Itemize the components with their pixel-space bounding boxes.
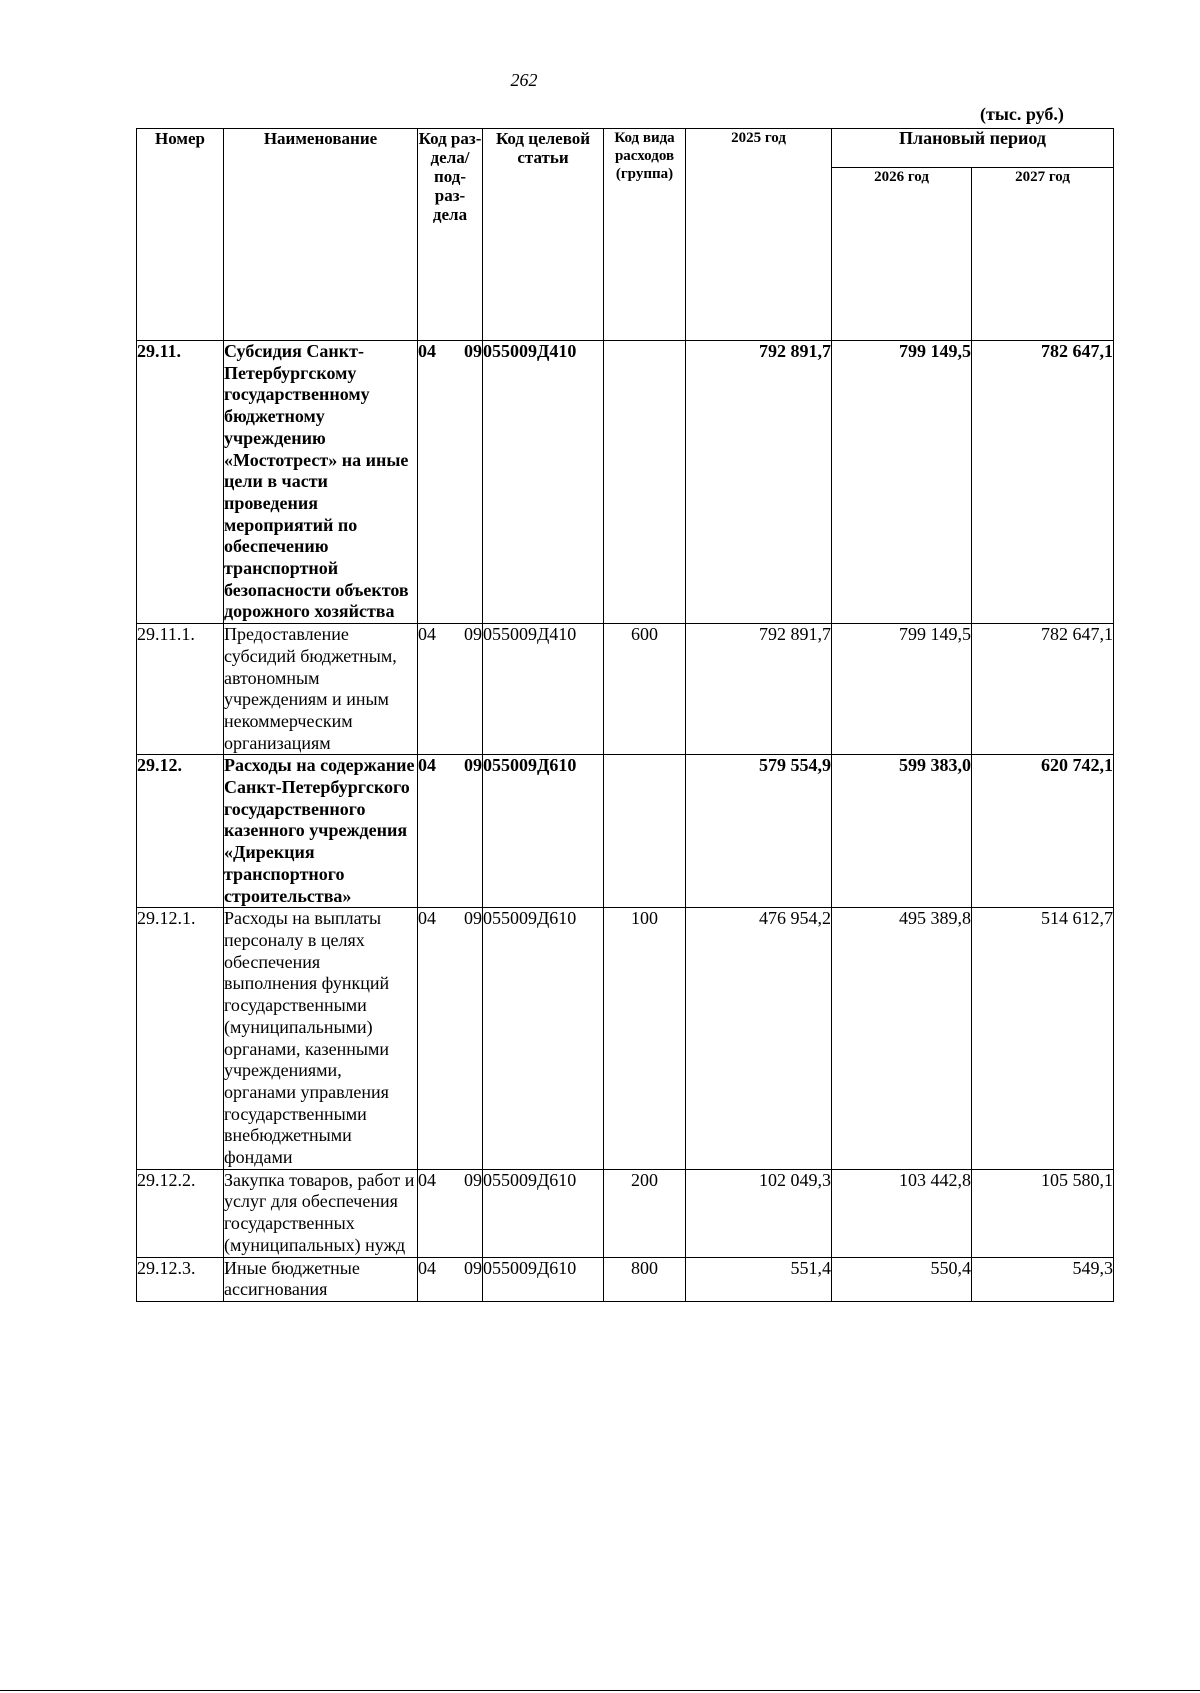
header-number: Номер [137, 129, 224, 341]
row-section-code [418, 624, 483, 755]
subsection-code: 09 [464, 624, 482, 645]
row-section-code [418, 1257, 483, 1301]
section-code: 04 [418, 624, 436, 645]
table-row [137, 341, 1114, 624]
row-name: Закупка товаров, работ и услуг для обеспечения государственных (муниципальных) нужд [224, 1169, 418, 1257]
row-name: Предоставление субсидий бюджетным, автономным учреждениям и иным некоммерческим организациям [224, 624, 418, 755]
row-amount-2027: 514 612,7 [972, 908, 1114, 1169]
header-expense-type: Код вида расходов (группа) [604, 129, 686, 341]
header-name: Наименование [224, 129, 418, 341]
row-amount-2027: 549,3 [972, 1257, 1114, 1301]
row-amount-2025: 792 891,7 [686, 341, 832, 624]
row-number: 29.12.1. [137, 908, 224, 1169]
row-amount-2027: 620 742,1 [972, 755, 1114, 908]
subsection-code: 09 [464, 341, 482, 361]
row-amount-2027: 105 580,1 [972, 1169, 1114, 1257]
row-section-code [418, 341, 483, 624]
row-section-code [418, 908, 483, 1169]
row-amount-2025: 551,4 [686, 1257, 832, 1301]
row-target-code: 055009Д410 [483, 624, 604, 755]
row-target-code: 055009Д410 [483, 341, 604, 624]
row-name: Расходы на выплаты персоналу в целях обеспечения выполнения функций государственными (муниципальными) органами, казенными учреждениями, органами управления государственными внебюджетными фондами [224, 908, 418, 1169]
row-target-code: 055009Д610 [483, 1169, 604, 1257]
header-year-2025: 2025 год [686, 129, 832, 341]
table-row [137, 755, 1114, 908]
table-row [137, 1257, 1114, 1301]
table-body [137, 341, 1114, 1302]
row-number: 29.12.3. [137, 1257, 224, 1301]
row-number: 29.11. [137, 341, 224, 624]
row-amount-2026: 103 442,8 [832, 1169, 972, 1257]
row-number: 29.11.1. [137, 624, 224, 755]
row-name: Расходы на содержание Санкт-Петербургского государственного казенного учреждения «Дирекция транспортного строительства» [224, 755, 418, 908]
page-number: 262 [510, 70, 538, 90]
row-amount-2026: 550,4 [832, 1257, 972, 1301]
row-amount-2025: 102 049,3 [686, 1169, 832, 1257]
row-amount-2026: 599 383,0 [832, 755, 972, 908]
budget-table [136, 128, 1114, 1302]
subsection-code: 09 [464, 1169, 482, 1190]
section-code: 04 [418, 341, 436, 361]
table-row [137, 624, 1114, 755]
row-amount-2026: 495 389,8 [832, 908, 972, 1169]
section-code: 04 [418, 1257, 436, 1278]
row-amount-2025: 579 554,9 [686, 755, 832, 908]
section-code: 04 [418, 1169, 436, 1190]
row-expense-type [604, 755, 686, 908]
row-target-code: 055009Д610 [483, 908, 604, 1169]
header-year-2027: 2027 год [972, 168, 1114, 341]
header-planned-period: Плановый период [832, 129, 1114, 168]
row-expense-type: 200 [604, 1169, 686, 1257]
table-row [137, 1169, 1114, 1257]
row-number: 29.12.2. [137, 1169, 224, 1257]
row-amount-2025: 476 954,2 [686, 908, 832, 1169]
subsection-code: 09 [464, 1257, 482, 1278]
subsection-code: 09 [464, 908, 482, 929]
row-amount-2027: 782 647,1 [972, 624, 1114, 755]
row-expense-type: 100 [604, 908, 686, 1169]
row-target-code: 055009Д610 [483, 755, 604, 908]
page-bottom-edge [0, 1690, 1200, 1691]
section-code: 04 [418, 755, 436, 776]
row-expense-type: 600 [604, 624, 686, 755]
row-expense-type: 800 [604, 1257, 686, 1301]
header-row [137, 129, 1114, 168]
row-amount-2026: 799 149,5 [832, 624, 972, 755]
units-label: (тыс. руб.) [980, 104, 1064, 124]
row-section-code [418, 755, 483, 908]
section-code: 04 [418, 908, 436, 929]
row-amount-2027: 782 647,1 [972, 341, 1114, 624]
header-target-code: Код целевой статьи [483, 129, 604, 341]
row-name: Субсидия Санкт-Петербургскому государственному бюджетному учреждению «Мостотрест» на иные цели в части проведения мероприятий по обеспечению транспортной безопасности объектов дорожного хозяйства [224, 341, 418, 624]
row-target-code: 055009Д610 [483, 1257, 604, 1301]
header-year-2026: 2026 год [832, 168, 972, 341]
row-amount-2026: 799 149,5 [832, 341, 972, 624]
row-expense-type [604, 341, 686, 624]
subsection-code: 09 [464, 755, 482, 776]
row-name: Иные бюджетные ассигнования [224, 1257, 418, 1301]
row-section-code [418, 1169, 483, 1257]
row-number: 29.12. [137, 755, 224, 908]
table-row [137, 908, 1114, 1169]
row-amount-2025: 792 891,7 [686, 624, 832, 755]
header-section-code: Код раз- дела/ под- раз- дела [418, 129, 483, 341]
